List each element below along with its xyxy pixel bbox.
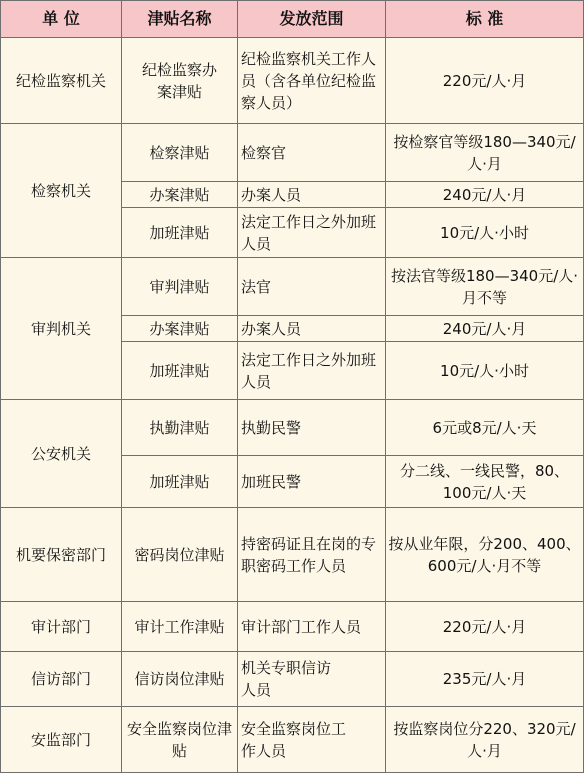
scope-cell: 执勤民警 (238, 400, 386, 456)
allowance-name-cell: 加班津贴 (122, 208, 238, 258)
scope-cell: 法定工作日之外加班人员 (238, 208, 386, 258)
standard-cell: 10元/人·小时 (386, 208, 584, 258)
standard-cell: 分二线、一线民警，80、100元/人·天 (386, 456, 584, 508)
header-row (1, 1, 584, 38)
standard-cell: 10元/人·小时 (386, 342, 584, 400)
unit-cell: 检察机关 (1, 124, 122, 258)
scope-cell: 持密码证且在岗的专职密码工作人员 (238, 508, 386, 602)
table-row (1, 258, 584, 316)
header-unit: 单 位 (1, 1, 122, 38)
unit-cell: 公安机关 (1, 400, 122, 508)
standard-cell: 6元或8元/人·天 (386, 400, 584, 456)
unit-cell: 信访部门 (1, 652, 122, 707)
unit-cell: 审计部门 (1, 602, 122, 652)
standard-cell: 按法官等级180—340元/人·月不等 (386, 258, 584, 316)
table-row (1, 707, 584, 773)
allowance-name-cell: 信访岗位津贴 (122, 652, 238, 707)
header-allowance-name: 津贴名称 (122, 1, 238, 38)
scope-cell: 法官 (238, 258, 386, 316)
allowance-name-cell: 办案津贴 (122, 182, 238, 208)
allowance-name-cell: 纪检监察办案津贴 (122, 38, 238, 124)
unit-cell: 纪检监察机关 (1, 38, 122, 124)
scope-cell: 机关专职信访人员 (238, 652, 386, 707)
scope-cell: 加班民警 (238, 456, 386, 508)
standard-cell: 220元/人·月 (386, 38, 584, 124)
table-row (1, 652, 584, 707)
table-row (1, 508, 584, 602)
allowance-name-cell: 执勤津贴 (122, 400, 238, 456)
standard-cell: 按从业年限，分200、400、600元/人·月不等 (386, 508, 584, 602)
allowance-name-cell: 审判津贴 (122, 258, 238, 316)
allowance-name-cell: 检察津贴 (122, 124, 238, 182)
allowance-name-cell: 审计工作津贴 (122, 602, 238, 652)
standard-cell: 按监察岗位分220、320元/人·月 (386, 707, 584, 773)
allowance-name-cell: 安全监察岗位津贴 (122, 707, 238, 773)
scope-cell: 办案人员 (238, 182, 386, 208)
standard-cell: 240元/人·月 (386, 182, 584, 208)
standard-cell: 235元/人·月 (386, 652, 584, 707)
scope-cell: 法定工作日之外加班人员 (238, 342, 386, 400)
allowance-name-cell: 密码岗位津贴 (122, 508, 238, 602)
scope-cell: 安全监察岗位工作人员 (238, 707, 386, 773)
table-row (1, 124, 584, 182)
allowance-name-cell: 加班津贴 (122, 456, 238, 508)
unit-cell: 审判机关 (1, 258, 122, 400)
scope-cell: 办案人员 (238, 316, 386, 342)
scope-cell: 纪检监察机关工作人员（含各单位纪检监察人员） (238, 38, 386, 124)
scope-cell: 审计部门工作人员 (238, 602, 386, 652)
table-row (1, 400, 584, 456)
header-scope: 发放范围 (238, 1, 386, 38)
standard-cell: 按检察官等级180—340元/人·月 (386, 124, 584, 182)
standard-cell: 240元/人·月 (386, 316, 584, 342)
header-standard: 标 准 (386, 1, 584, 38)
allowance-name-cell: 加班津贴 (122, 342, 238, 400)
table-row (1, 38, 584, 124)
scope-cell: 检察官 (238, 124, 386, 182)
standard-cell: 220元/人·月 (386, 602, 584, 652)
allowance-name-cell: 办案津贴 (122, 316, 238, 342)
unit-cell: 安监部门 (1, 707, 122, 773)
unit-cell: 机要保密部门 (1, 508, 122, 602)
table-row (1, 602, 584, 652)
